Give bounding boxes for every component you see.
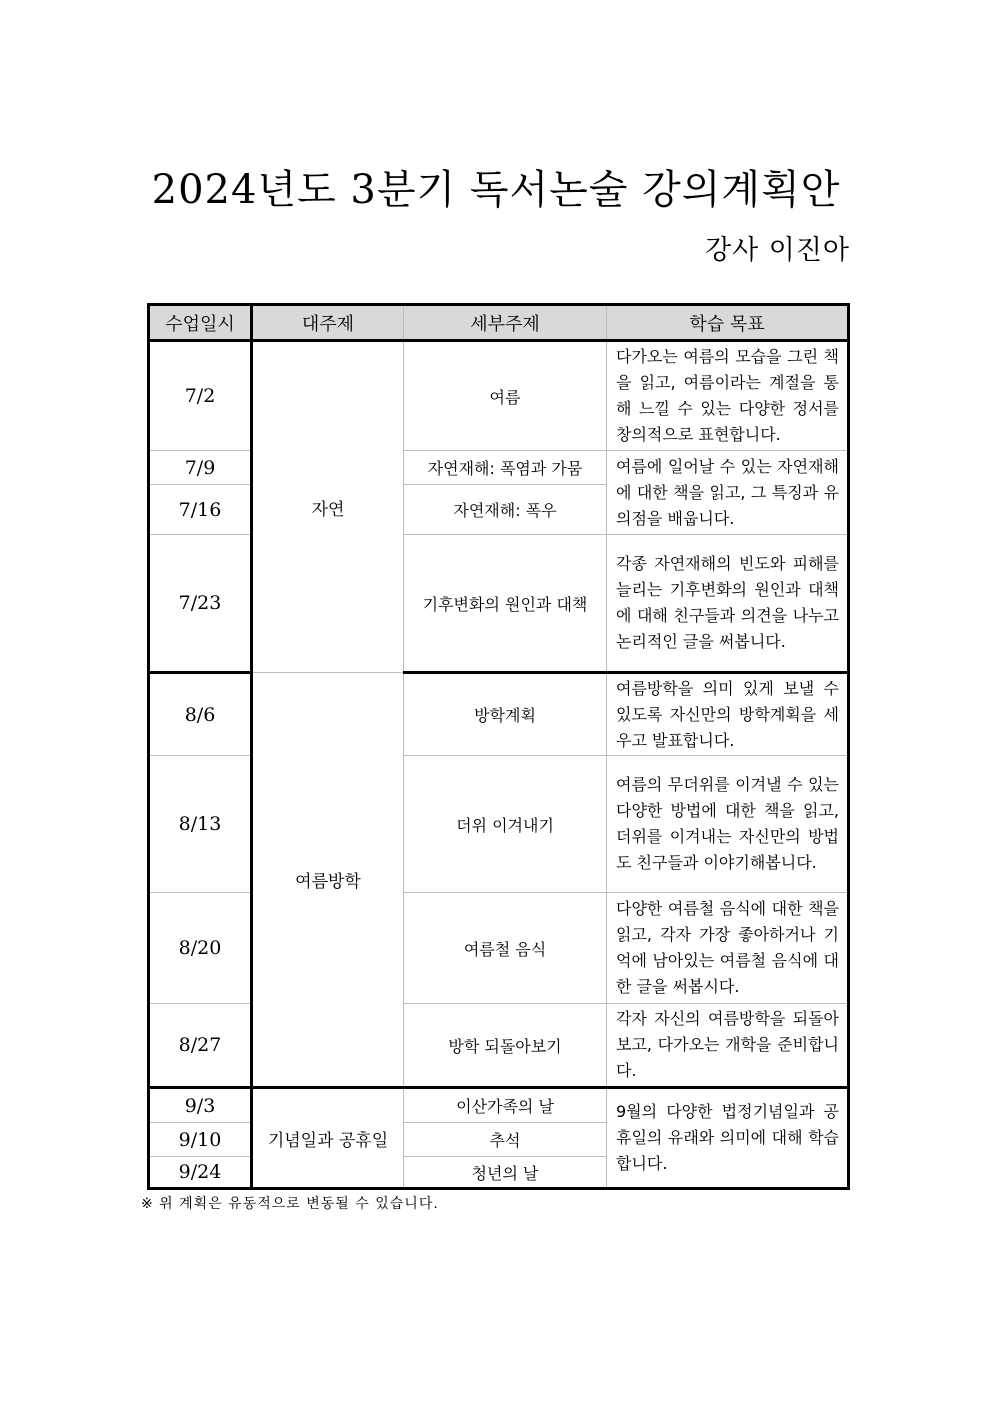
sub-topic-cell: 방학계획 [404, 673, 607, 756]
header-main-topic: 대주제 [252, 305, 404, 341]
sub-topic-cell: 추석 [404, 1123, 607, 1157]
goal-cell: 여름에 일어날 수 있는 자연재해에 대한 책을 읽고, 그 특징과 유의점을 배웁니다. [607, 451, 849, 535]
header-goal: 학습 목표 [607, 305, 849, 341]
main-topic-cell: 자연 [252, 341, 404, 673]
sub-topic-cell: 청년의 날 [404, 1157, 607, 1189]
lesson-plan-table [147, 303, 850, 1190]
table-row [149, 1088, 849, 1123]
goal-cell: 9월의 다양한 법정기념일과 공휴일의 유래와 의미에 대해 학습합니다. [607, 1088, 849, 1189]
sub-topic-cell: 기후변화의 원인과 대책 [404, 535, 607, 673]
instructor-name: 강사 이진아 [705, 235, 850, 266]
goal-cell: 각종 자연재해의 빈도와 피해를 늘리는 기후변화의 원인과 대책에 대해 친구들과 의견을 나누고 논리적인 글을 써봅니다. [607, 535, 849, 673]
goal-cell: 여름의 무더위를 이겨낼 수 있는 다양한 방법에 대한 책을 읽고, 더위를 이겨내는 자신만의 방법도 친구들과 이야기해봅니다. [607, 756, 849, 893]
date-cell: 8/6 [149, 673, 252, 756]
header-sub-topic: 세부주제 [404, 305, 607, 341]
date-cell: 8/20 [149, 893, 252, 1004]
sub-topic-cell: 여름철 음식 [404, 893, 607, 1004]
header-date: 수업일시 [149, 305, 252, 341]
sub-topic-cell: 더위 이겨내기 [404, 756, 607, 893]
sub-topic-cell: 여름 [404, 341, 607, 451]
main-topic-cell: 기념일과 공휴일 [252, 1088, 404, 1189]
goal-cell: 다가오는 여름의 모습을 그린 책을 읽고, 여름이라는 계절을 통해 느낄 수 있는 다양한 정서를 창의적으로 표현합니다. [607, 341, 849, 451]
sub-topic-cell: 자연재해: 폭염과 가뭄 [404, 451, 607, 485]
date-cell: 7/9 [149, 451, 252, 485]
table-row [149, 673, 849, 756]
date-cell: 7/16 [149, 485, 252, 535]
sub-topic-cell: 이산가족의 날 [404, 1088, 607, 1123]
table-row [149, 341, 849, 451]
goal-cell: 여름방학을 의미 있게 보낼 수 있도록 자신만의 방학계획을 세우고 발표합니다. [607, 673, 849, 756]
date-cell: 9/24 [149, 1157, 252, 1189]
date-cell: 8/13 [149, 756, 252, 893]
header-row [149, 305, 849, 341]
date-cell: 7/2 [149, 341, 252, 451]
goal-cell: 각자 자신의 여름방학을 되돌아보고, 다가오는 개학을 준비합니다. [607, 1004, 849, 1088]
sub-topic-cell: 자연재해: 폭우 [404, 485, 607, 535]
page-title: 2024년도 3분기 독서논술 강의계획안 [151, 167, 841, 213]
date-cell: 9/10 [149, 1123, 252, 1157]
goal-cell: 다양한 여름철 음식에 대한 책을 읽고, 각자 가장 좋아하거나 기억에 남아있는 여름철 음식에 대한 글을 써봅시다. [607, 893, 849, 1004]
date-cell: 9/3 [149, 1088, 252, 1123]
sub-topic-cell: 방학 되돌아보기 [404, 1004, 607, 1088]
date-cell: 7/23 [149, 535, 252, 673]
footnote: ※ 위 계획은 유동적으로 변동될 수 있습니다. [141, 1196, 439, 1212]
main-topic-cell: 여름방학 [252, 673, 404, 1088]
date-cell: 8/27 [149, 1004, 252, 1088]
